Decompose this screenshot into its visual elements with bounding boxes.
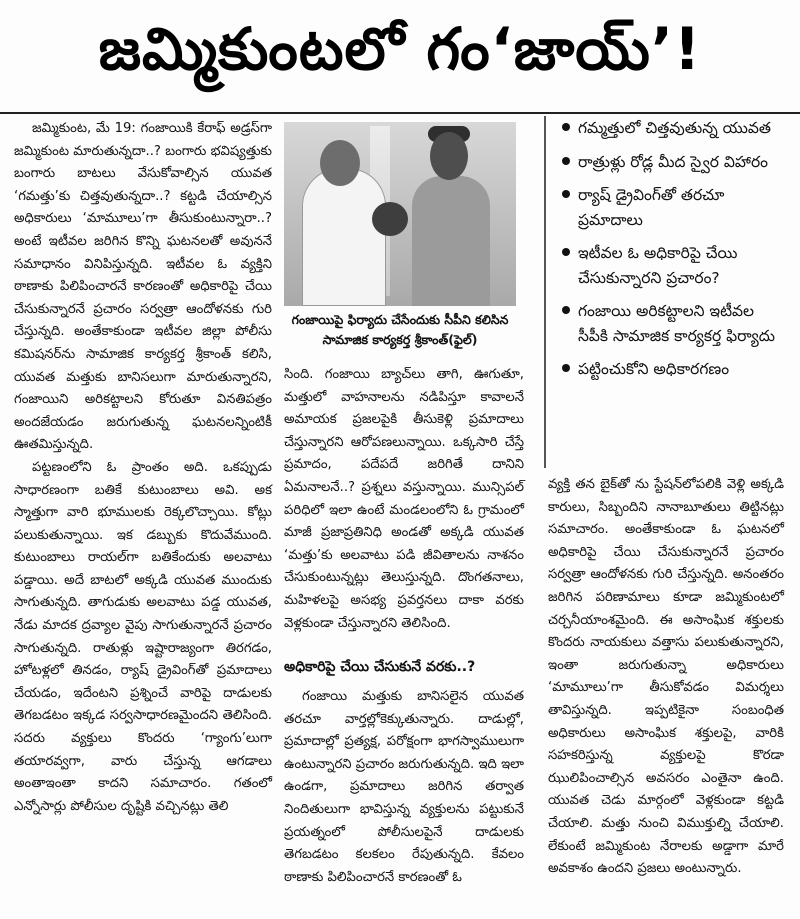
headline-rule	[0, 112, 800, 114]
col2-paragraph-2: గంజాయి మత్తుకు బానిసలైన యువత తరచూ వార్తల్లోకెక్కుతున్నారు. దాడుల్లో, ప్రమాదాల్లో ప్రత్యక్ష, పరోక్షంగా భాగస్వాములుగా ఉంటున్నారని ప్రచారం జరుగుతున్నది. ఇది ఇలా ఉండగా, ప్రమాదాలు జరిగిన తర్వాత నిందితులుగా భావిస్తున్న వ్యక్తులను పట్టుకునే ప్రయత్నంలో పోలీసులపైనే దాడులకు తెగబడటం కలకలం రేపుతున్నది. కేవలం ఠాణాకు పిలిపించారనే కారణంతో ఓ	[284, 689, 524, 885]
person-left	[302, 168, 386, 306]
person-right-officer	[412, 176, 490, 306]
photo-caption: గంజాయిపై ఫిర్యాదు చేసేందుకు సీపీని కలిసిన సామాజిక కార్యకర్త శ్రీకాంత్(ఫైల్)	[291, 312, 509, 347]
article-column-2	[284, 364, 524, 635]
article-column-2b	[284, 686, 524, 889]
bullet-icon	[562, 123, 570, 131]
article-column-3	[548, 474, 784, 881]
subheading: అధికారిపై చేయి చేసుకునే వరకు..?	[284, 659, 476, 675]
highlight-item: ర్యాష్ డ్రైవింగ్‌తో తరచూ ప్రమాదాలు	[562, 183, 786, 232]
highlights-sidebar	[544, 116, 786, 468]
bullet-icon	[562, 248, 570, 256]
bullet-icon	[562, 157, 570, 165]
bullet-icon	[562, 306, 570, 314]
col1-paragraph-2: పట్టణంలోని ఓ ప్రాంతం అది. ఒకప్పుడు సాధారణంగా బతికే కుటుంబాలు అవి. అక స్మాత్తుగా వారి భూములకు రెక్కలొచ్చాయి. కోట్లు పలుకుతున్నాయి. ఇక డబ్బుకు కొదువేముంది. కుటుంబాలు రాయల్‌గా బతికేందుకు అలవాటు పడ్డాయి. అదే బాటలో అక్కడి యువత ముందుకు సాగుతున్నది. తాగుడుకు అలవాటు పడ్డ యువత, నేడు మాదక ద్రవ్యాల వైపు సాగుతున్నారనే ప్రచారం సాగుతున్నది. రాతుళ్లు ఇష్టారాజ్యంగా తిరగడం, హోటళ్లలో తినడం, ర్యాష్ డ్రైవింగ్‌తో ప్రమాదాలు చేయడం, ఇదేంటని ప్రశ్నించే వారిపై దాడులకు తెగబడటం ఇక్కడ సర్వసాధారణమైందని తెలిసింది. సదరు వ్యక్తులు కొందరు ‘గ్యాంగు’లుగా తయారవ్వగా, వారు చేస్తున్న ఆగడాలు అంతాఇంతా కాదని సమాచారం. గతంలో ఎన్నోసార్లు పోలీసుల దృష్టికి వచ్చినట్లు తెలి	[14, 459, 272, 814]
highlight-item: పట్టించుకోని అధికారగణం	[562, 357, 786, 382]
highlight-item: రాత్రుళ్లు రోడ్ల మీద స్వైర విహారం	[562, 150, 786, 175]
col3-paragraph-1: వ్యక్తి తన బైక్‌తో ను స్టేషన్‌లోపలికి వెళ్లి అక్కడి కారులు, సిబ్బందిని నానాబూతులు తిట్టినట్లు సమాచారం. అంతేకాకుండా ఓ ఘటనలో అధికారిపై చేయి చేసుకున్నారనే ప్రచారం సర్వత్రా ఆందోళనకు గురి చేస్తున్నది. అనంతరం జరిగిన పరిణామాలు కూడా జమ్మికుంటలో చర్చనీయాంశమైంది. ఈ అసాంఘిక శక్తులకు కొందరు నాయకులు వత్తాసు పలుకుతున్నారని, ఇంతా జరుగుతున్నా అధికారులు ‘మామూలు’గా తీసుకోవడం విమర్శలు తావిస్తున్నది. ఇప్పటికైనా సంబంధిత అధికారులు అసాంఘిక శక్తులపై, వారికి సహకరిస్తున్న వ్యక్తులపై కొరడా ఝులిపించాల్సిన అవసరం ఎంతైనా ఉంది. యువత చెడు మార్గంలో వెళ్లకుండా కట్టడి చేయాలి. మత్తు నుంచి విముక్తుల్ని చేయాలి. లేకుంటే జమ్మికుంట నేరాలకు అడ్డాగా మారే అవకాశం ఉందని ప్రజలు అంటున్నారు.	[548, 477, 784, 877]
highlight-item: గంజాయి అరికట్టాలని ఇటీవల సీపీకి సామాజిక కార్యకర్త ఫిర్యాదు	[562, 299, 786, 348]
bullet-icon	[562, 364, 570, 372]
col2-paragraph-1: సింది. గంజాయి బ్యాచ్‌లు తాగి, ఊగుతూ, మత్తులో వాహనాలను నడిపిస్తూ కావాలనే అమాయక ప్రజలపైకి తీసుకెళ్లి ప్రమాదాలు చేస్తున్నారని ఆరోపణలున్నాయి. ఒక్కసారి చేస్తే ప్రమాదం, పదేపదే జరిగితే దానిని ఏమనాలనే..? ప్రశ్నలు వస్తున్నాయి. మున్సిపల్ పరిధిలో ఇలా ఉంటే మండలంలోని ఓ గ్రామంలో మాజీ ప్రజాప్రతినిధి అండతో అక్కడి యువత ‘మత్తు’కు అలవాటు పడి జీవితాలను నాశనం చేసుకుంటున్నట్లు తెలుస్తున్నది. దొంగతనాలు, మహిళలపై అసభ్య ప్రవర్తనలు దాకా వరకు వెళ్లకుండా చేస్తున్నారని తెలిసింది.	[284, 367, 524, 631]
highlight-item: గమ్మత్తులో చిత్తవుతున్న యువత	[562, 116, 786, 141]
article-column-1	[14, 118, 272, 818]
headline: జమ్మికుంటలో గం‘జాయ్’!	[98, 14, 702, 83]
news-photo	[284, 122, 516, 306]
highlight-item: ఇటీవల ఓ అధికారిపై చేయి చేసుకున్నారని ప్రచారం?	[562, 241, 786, 290]
potted-plant	[372, 202, 408, 236]
bullet-icon	[562, 190, 570, 198]
col1-paragraph-1: జమ్మికుంట, మే 19: గంజాయికి కేరాఫ్ అడ్రస్‌గా జమ్మికుంట మారుతున్నదా..? బంగారు భవిష్యత్తుకు బంగారు బాటలు వేసుకోవాల్సిన యువత ‘గమత్తు’కు చిత్తవుతున్నదా..? కట్టడి చేయాల్సిన అధికారులు ‘మామూలు’గా తీసుకుంటున్నారా..? అంటే ఇటీవల జరిగిన కొన్ని ఘటనలతో అవుననే సమాధానం వినిపిస్తున్నది. ఇటీవల ఓ వ్యక్తిని ఠాణాకు పిలిపించారనే కారణంతో అధికారిపై చేయి చేసుకున్నారనే ప్రచారం సర్వత్రా ఆందోళనకు గురి చేస్తున్నది. అంతేకాకుండా ఇటీవల జిల్లా పోలీసు కమిషనర్‌ను సామాజిక కార్యకర్త శ్రీకాంత్ కలిసి, యువత మత్తుకు బానిసలుగా మారుతున్నారని, గంజాయిని అరికట్టాలని కోరుతూ వినతిపత్రం అందజేయడం జరుగుతున్న ఘటనలన్నింటికీ ఊతమిస్తున్నది.	[14, 121, 272, 453]
